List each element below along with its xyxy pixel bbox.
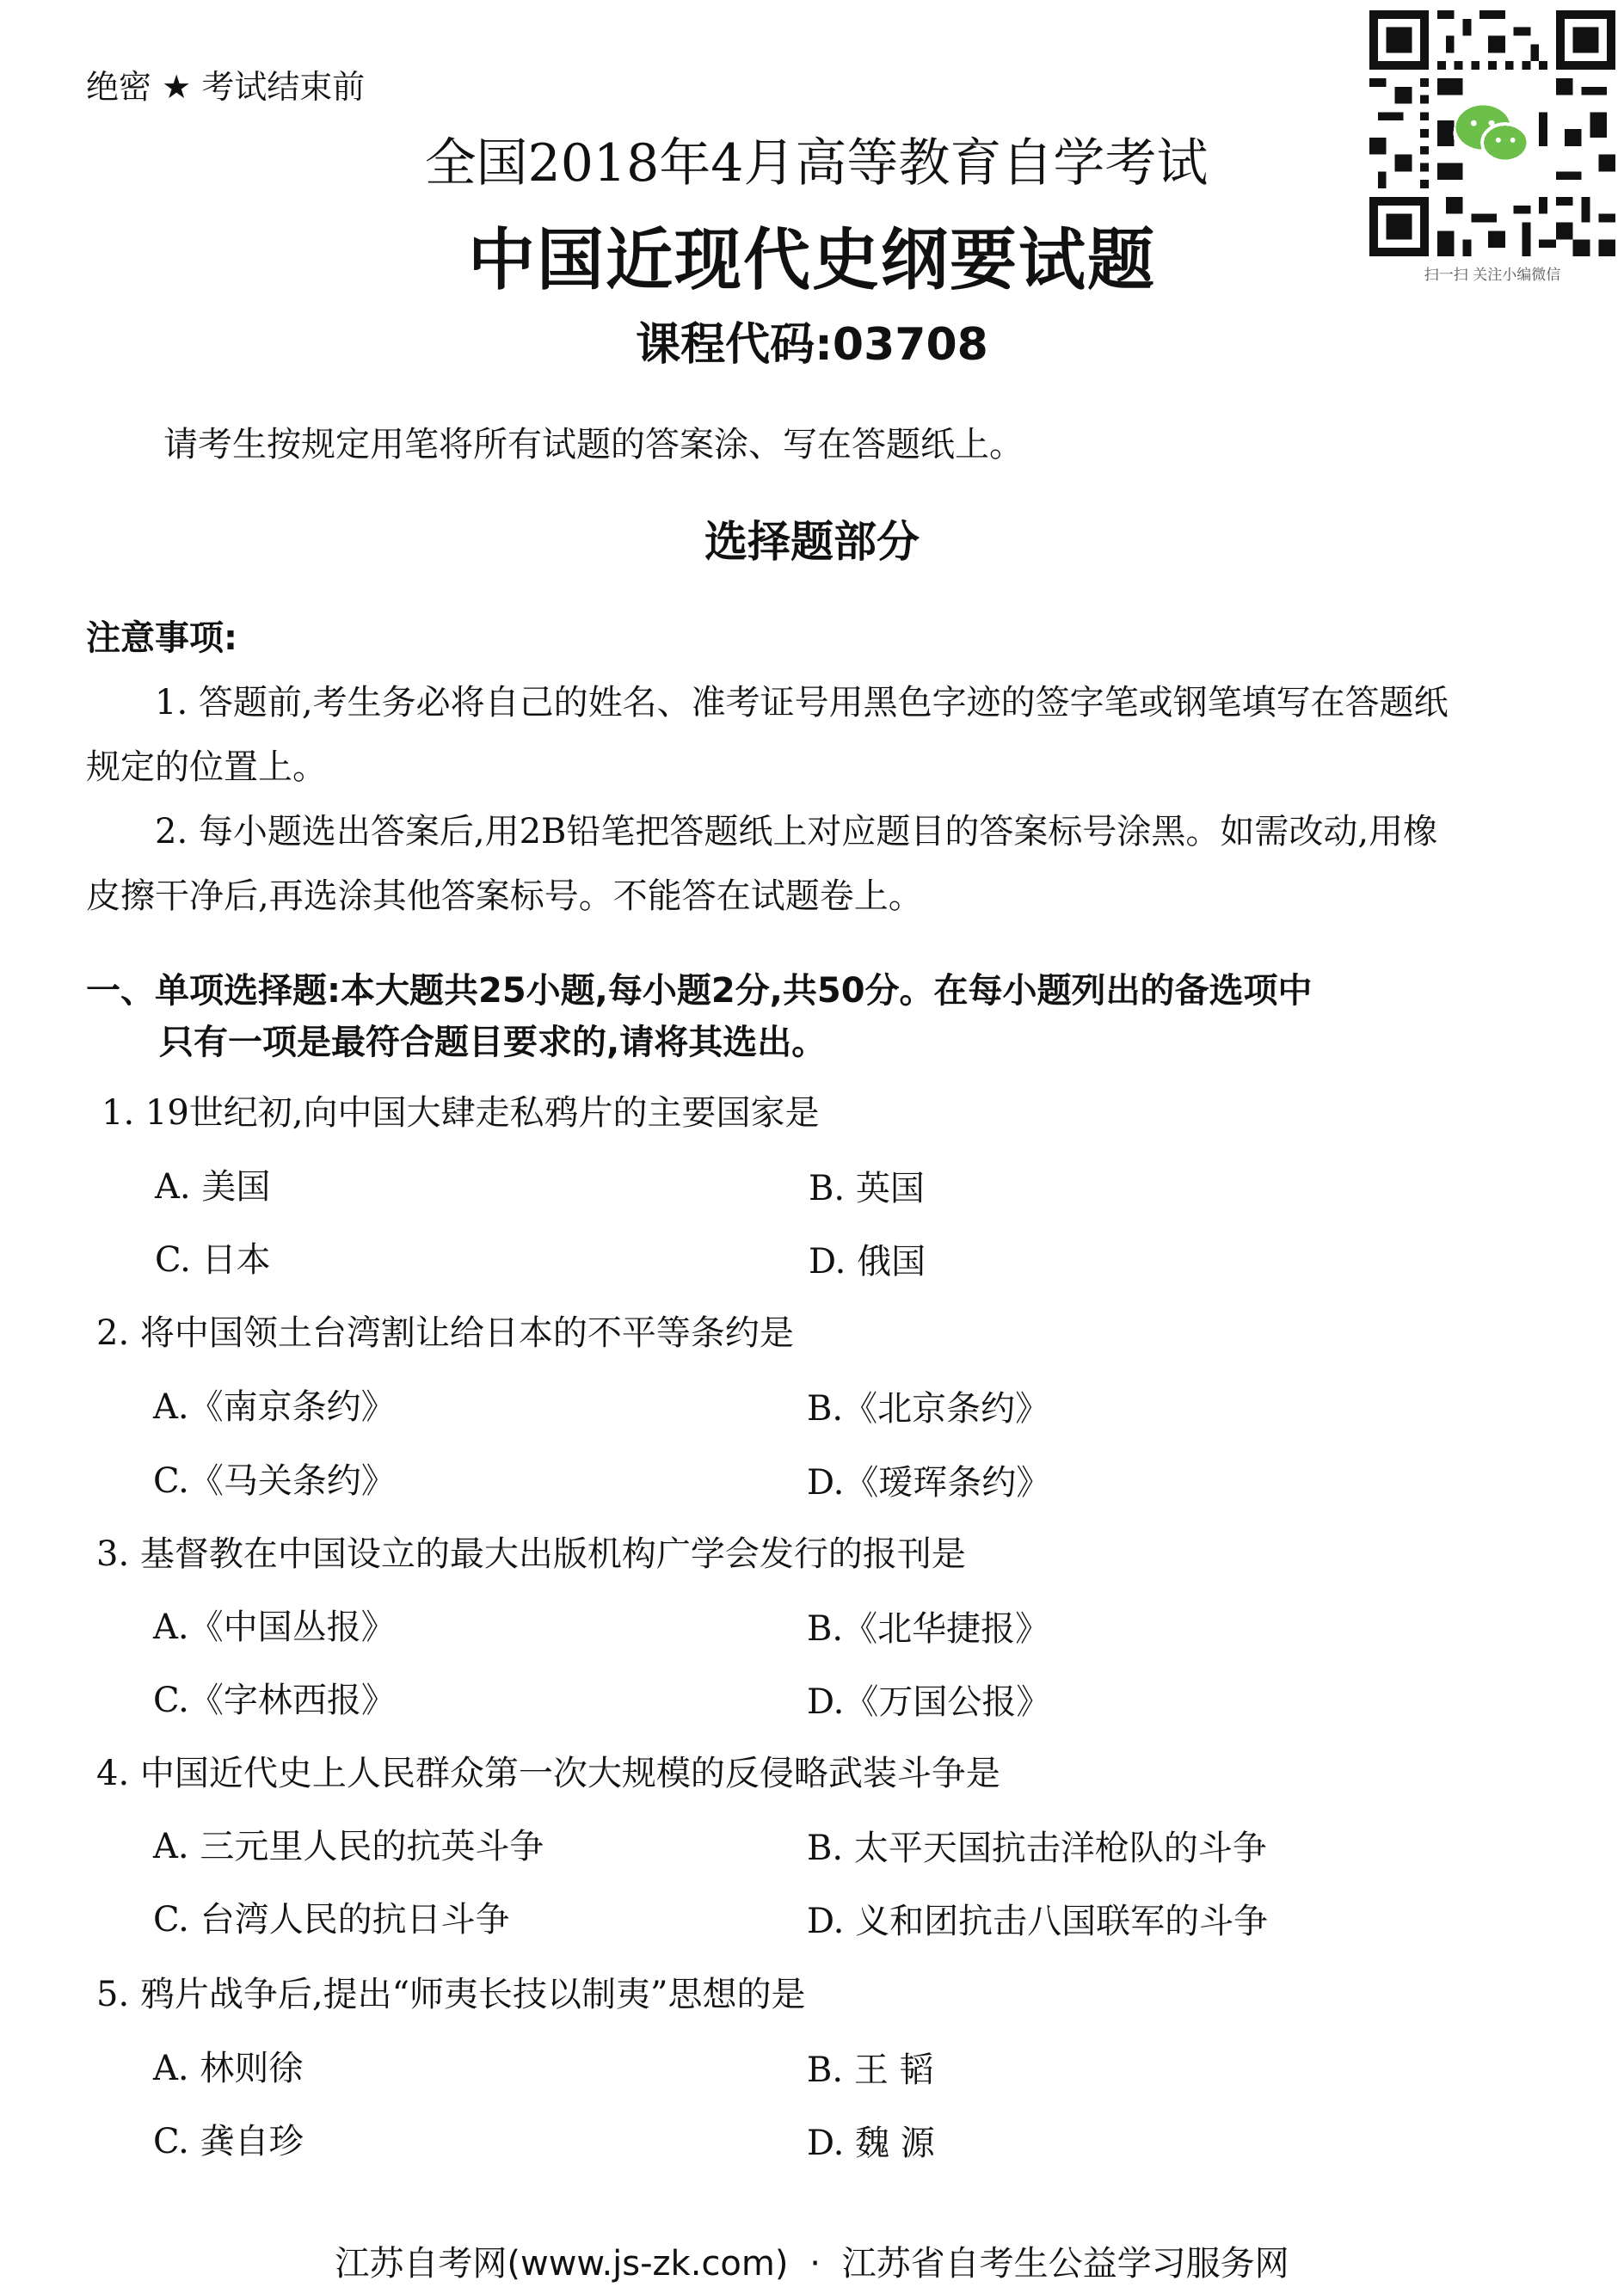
question-2-option-b: B.《北京条约》 bbox=[807, 1389, 1050, 1429]
question-1-option-a: A. 美国 bbox=[155, 1167, 271, 1207]
question-4-option-a: A. 三元里人民的抗英斗争 bbox=[153, 1827, 544, 1866]
section-heading-cont: 只有一项是最符合题目要求的,请将其选出。 bbox=[159, 1023, 827, 1062]
footer-separator: · bbox=[809, 2244, 821, 2284]
exam-title: 全国2018年4月高等教育自学考试 bbox=[424, 133, 1209, 194]
footer-tagline: 江苏省自考生公益学习服务网 bbox=[841, 2244, 1289, 2284]
footer-site-link[interactable]: 江苏自考网(www.js-zk.com) bbox=[335, 2244, 789, 2284]
question-4-option-b: B. 太平天国抗击洋枪队的斗争 bbox=[807, 1829, 1267, 1868]
question-1-option-c: C. 日本 bbox=[155, 1240, 271, 1280]
question-3-option-d: D.《万国公报》 bbox=[807, 1682, 1051, 1722]
question-5-option-b: B. 王 韬 bbox=[807, 2050, 934, 2090]
subject-title: 中国近现代史纲要试题 bbox=[467, 222, 1156, 299]
question-2-option-a: A.《南京条约》 bbox=[153, 1387, 396, 1427]
question-4-option-d: D. 义和团抗击八国联军的斗争 bbox=[807, 1902, 1269, 1941]
question-3-option-b: B.《北华捷报》 bbox=[807, 1609, 1050, 1649]
answer-instruction: 请考生按规定用笔将所有试题的答案涂、写在答题纸上。 bbox=[163, 425, 1024, 464]
question-2-stem: 2. 将中国领土台湾割让给日本的不平等条约是 bbox=[96, 1313, 794, 1353]
course-code: 课程代码:03708 bbox=[636, 319, 988, 371]
qr-code bbox=[1369, 10, 1615, 256]
note-line: 规定的位置上。 bbox=[86, 747, 327, 787]
question-1-stem: 1. 19世纪初,向中国大肆走私鸦片的主要国家是 bbox=[102, 1093, 820, 1133]
note-line: 2. 每小题选出答案后,用2B铅笔把答题纸上对应题目的答案标号涂黑。如需改动,用橡 bbox=[155, 812, 1438, 851]
notes-heading: 注意事项: bbox=[86, 618, 237, 658]
question-4-stem: 4. 中国近代史上人民群众第一次大规模的反侵略武装斗争是 bbox=[96, 1754, 1000, 1793]
question-1-option-d: D. 俄国 bbox=[809, 1242, 926, 1282]
question-1-option-b: B. 英国 bbox=[809, 1169, 925, 1208]
question-5-option-c: C. 龚自珍 bbox=[153, 2122, 304, 2161]
question-3-option-c: C.《字林西报》 bbox=[153, 1681, 396, 1720]
section-heading: 一、单项选择题:本大题共25小题,每小题2分,共50分。在每小题列出的备选项中 bbox=[86, 971, 1313, 1011]
question-2-option-d: D.《瑷珲条约》 bbox=[807, 1463, 1051, 1503]
part-title: 选择题部分 bbox=[704, 517, 920, 567]
question-5-option-a: A. 林则徐 bbox=[153, 2049, 304, 2088]
question-3-stem: 3. 基督教在中国设立的最大出版机构广学会发行的报刊是 bbox=[96, 1534, 966, 1574]
question-5-option-d: D. 魏 源 bbox=[807, 2124, 935, 2163]
question-5-stem: 5. 鸦片战争后,提出“师夷长技以制夷”思想的是 bbox=[96, 1975, 806, 2014]
note-line: 1. 答题前,考生务必将自己的姓名、准考证号用黑色字迹的签字笔或钢笔填写在答题纸 bbox=[155, 683, 1449, 722]
question-4-option-c: C. 台湾人民的抗日斗争 bbox=[153, 1900, 510, 1940]
qr-caption: 扫一扫 关注小编微信 bbox=[1424, 267, 1561, 284]
question-2-option-c: C.《马关条约》 bbox=[153, 1461, 396, 1501]
confidential-label: 绝密 ★ 考试结束前 bbox=[86, 68, 366, 106]
footer bbox=[0, 2236, 1624, 2285]
note-line: 皮擦干净后,再选涂其他答案标号。不能答在试题卷上。 bbox=[86, 876, 923, 916]
question-3-option-a: A.《中国丛报》 bbox=[153, 1608, 396, 1647]
